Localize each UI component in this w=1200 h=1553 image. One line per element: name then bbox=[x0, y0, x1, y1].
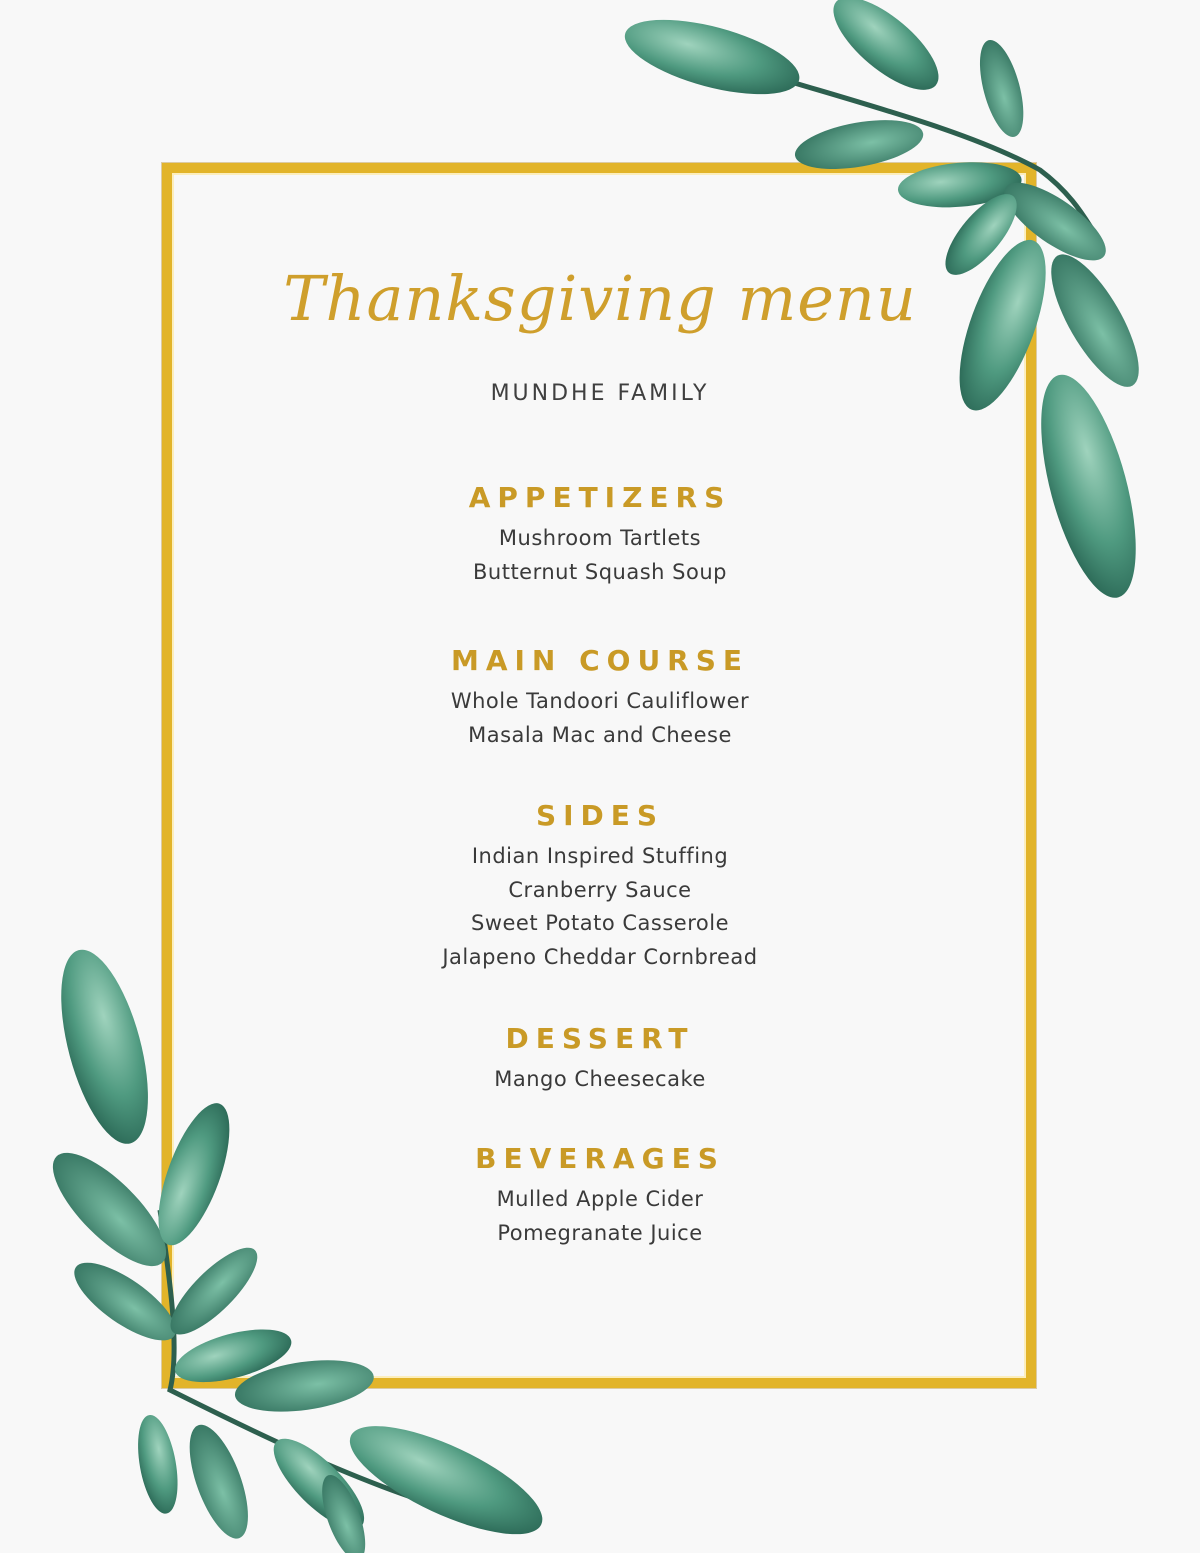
menu-item: Mushroom Tartlets bbox=[498, 526, 702, 550]
section-heading: BEVERAGES bbox=[475, 1142, 725, 1175]
section-heading: MAIN COURSE bbox=[450, 644, 750, 677]
menu-item: Indian Inspired Stuffing bbox=[471, 844, 729, 868]
section-appetizers bbox=[0, 478, 1200, 589]
section-heading: SIDES bbox=[535, 799, 665, 832]
menu-title: Thanksgiving menu bbox=[283, 262, 917, 335]
menu-item: Jalapeno Cheddar Cornbread bbox=[442, 944, 758, 969]
family-name: MUNDHE FAMILY bbox=[490, 381, 710, 406]
menu-item: Sweet Potato Casserole bbox=[471, 911, 729, 936]
menu-item: Mulled Apple Cider bbox=[496, 1187, 704, 1211]
menu-item: Butternut Squash Soup bbox=[473, 559, 727, 584]
section-sides bbox=[0, 796, 1200, 974]
section-main-course bbox=[0, 641, 1200, 752]
menu-item: Pomegranate Juice bbox=[497, 1220, 703, 1245]
section-heading: DESSERT bbox=[505, 1022, 695, 1055]
menu-item: Whole Tandoori Cauliflower bbox=[450, 689, 750, 713]
menu-item: Masala Mac and Cheese bbox=[468, 722, 732, 747]
section-heading: APPETIZERS bbox=[468, 481, 732, 514]
menu-item: Cranberry Sauce bbox=[508, 877, 692, 902]
section-dessert bbox=[0, 1019, 1200, 1097]
menu-item: Mango Cheesecake bbox=[494, 1067, 706, 1091]
section-beverages bbox=[0, 1139, 1200, 1250]
